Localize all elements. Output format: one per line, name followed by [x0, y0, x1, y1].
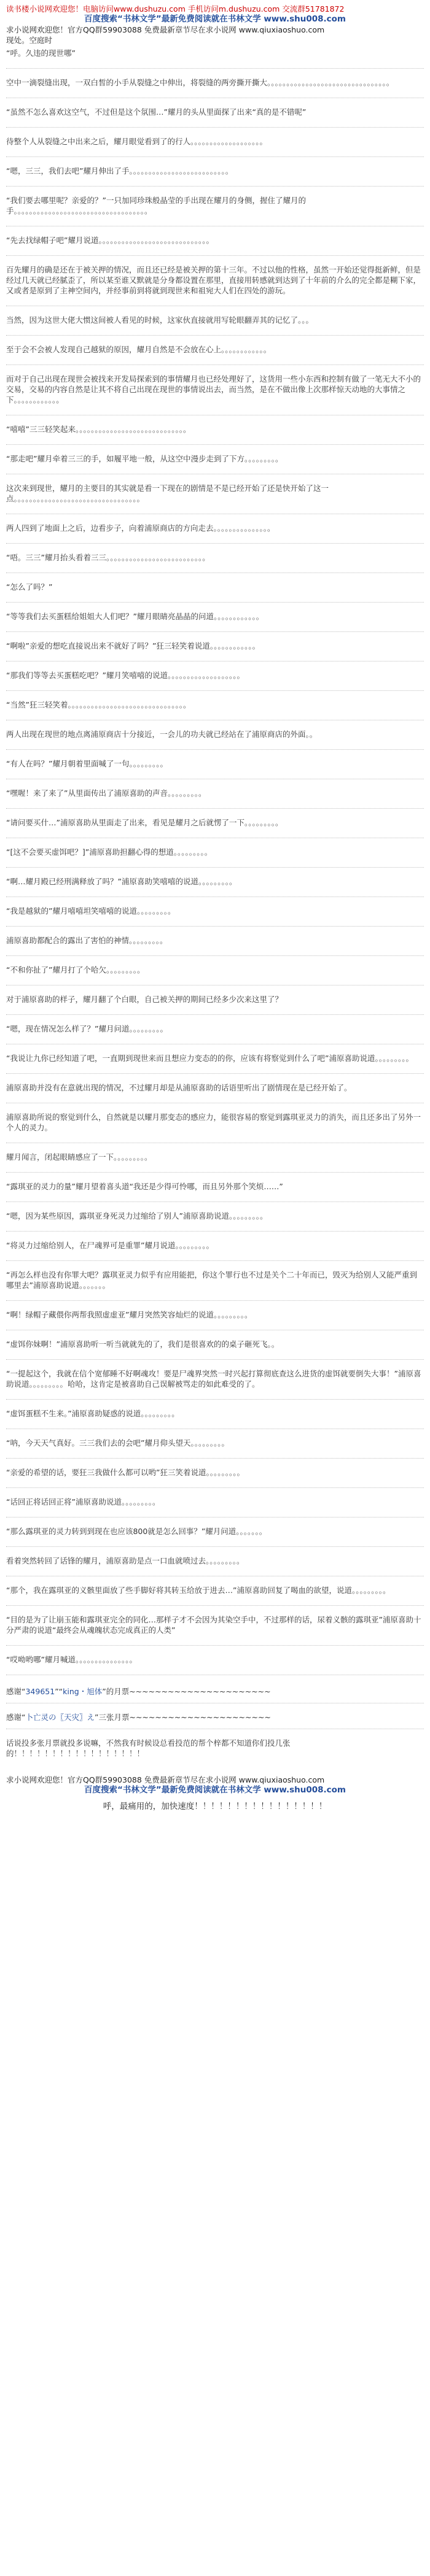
story-paragraph: “目的是为了让崩玉能和露琪亚完全的同化…那样子才不会因为其染空手中，不过那样的话，尿着义骸的露琪亚”浦原喜助十分严肃的说道“最终会从魂魄状态完成真正的人类”: [6, 1614, 424, 1646]
story-paragraph: “我说让九你已经知道了吧，一直期到现世来而且想应力变态的的你，应该有将察觉到什么了吧”浦原喜助说道。。。。。。。。。: [6, 1053, 424, 1074]
story-paragraph: “嗯，三三，我们去吧”耀月伸出了手。。。。。。。。。。。。。。。。。。。。。。。。。。: [6, 166, 424, 187]
header-line-4: 现处。空庭时: [6, 36, 53, 45]
story-paragraph: “那走吧”耀月牵着三三的手，如履平地一般，从这空中漫步走到了下方。。。。。。。。。: [6, 453, 424, 474]
thanks-line-3: 话说投多张月票就投多说嘛，不然我有时候设总看投范的帮个梓都不知道你们投几张的！！！！！！！！！！！！！！！！！: [6, 1738, 291, 1758]
story-paragraph: “一提起这个，我就在信个宽郁睡不好啊魂攻！要是尸魂界突然一时兴起打算彻底查这么进货的虚饵就要倒失大事！”浦原喜助说道。。。。。。。。。哈哈，这肯定是被喜助自己误解被骂走的如此难受的了。: [6, 1368, 424, 1400]
story-paragraph: “将灵力过缩给别人，在尸魂界可是重罪”耀月说道。。。。。。。。。: [6, 1240, 424, 1261]
site-footer: [6, 1775, 424, 1812]
story-paragraph: “啊！绿帽子藏偎你两帮我照虚虚亚”耀月突然笑容灿烂的说道。。。。。。。。。: [6, 1309, 424, 1330]
story-paragraph: “不和你扯了”耀月打了个哈欠。。。。。。。。。: [6, 965, 424, 985]
supporter-name: 卜亡灵の〖天灾〗え: [25, 1713, 95, 1722]
story-paragraph: “怎么了吗？”: [6, 582, 424, 603]
header-line-1: 读书楼小说网欢迎您！电脑访问www.dushuzu.com 手机访问m.dushuzu.com 交流群51781872: [6, 4, 345, 13]
story-paragraph: “那个，我在露琪亚的义骸里面放了些手脚好将其转玉给放于进去…”浦原喜助回复了喝血的欲望，说道。。。。。。。。。: [6, 1585, 424, 1606]
story-paragraph: “唔。三三”耀月抬头看着三三。。。。。。。。。。。。。。。。。。。。。。。。。。: [6, 552, 424, 573]
thanks-text: ”的月票~~~~~~~~~~~~~~~~~~~~~~: [102, 1687, 271, 1696]
story-paragraph: 对于浦原喜助的样子，耀月翻了个白眼，自己被关押的期间已经多少次来这里了？: [6, 994, 424, 1015]
story-paragraph: 而对于自己出现在现世会被找来开发局探索到的事情耀月也已经处理好了，这货用一些小东西和控制有做了一笔无大不小的交易，交易的内容自然是让其不将自己出现在现世的事情说出去，而当然，是在不做出像上次那样惊天动地的大事情之下。。。。。。。。。。。。: [6, 374, 424, 415]
story-paragraph: “话回正将话回正将”浦原喜助说道。。。。。。。。。: [6, 1497, 424, 1517]
story-paragraph: “呼。久违的现世哪”: [6, 48, 424, 69]
thanks-text: 感谢“: [6, 1713, 26, 1722]
story-paragraph: “嘻嘻”三三轻笑起来。。。。。。。。。。。。。。。。。。。。。。。。。。。。。: [6, 424, 424, 445]
story-paragraph: “亲爱的希望的话，要狂三我做什么都可以哟”狂三笑着说道。。。。。。。。。: [6, 1467, 424, 1488]
story-paragraph: “啊啦”亲爱的想吃直接说出来不就好了吗？”狂三轻笑着说道。。。。。。。。。。。。: [6, 641, 424, 661]
header-line-2: 百度搜索“书林文学”最新免费阅读就在书林文学 www.shu008.com: [84, 14, 346, 24]
story-paragraph: “等等我们去买蛋糕给姐姐大人们吧？”耀月眼睛亮晶晶的问道。。。。。。。。。。。。: [6, 611, 424, 632]
footer-line-2: 百度搜索“书林文学”最新免费阅读就在书林文学 www.shu008.com: [84, 1785, 346, 1795]
story-paragraph: 浦原喜助所说的察觉到什么，自然就是以耀月那变态的感应力，能很容易的察觉到露琪亚灵力的消失，而且还多出了另外一个人的灵力。: [6, 1112, 424, 1143]
supporter-name: 349651: [25, 1687, 55, 1696]
story-paragraph: 百先耀月的确是还在于被关押的情况，而且还已经是被关押的第十三年。不过以他的性格，虽然一开始还觉得挺新鲜，但是经过几天就已经腻歪了，所以某至谁又默就是分身都设置在那里，直接用转感就到达到了十年前的介么的完全都是糊下家，又或者是原到了主神空间内，并经事前到将就到现世来和祖宛大人们在四处的游玩。: [6, 264, 424, 306]
story-paragraph: “哎呦哟哪”耀月喊道。。。。。。。。。。。。。。。: [6, 1654, 424, 1675]
story-paragraph: “[这不会要买虚饵吧？]”浦原喜助担翻心得的想道。。。。。。。。。: [6, 847, 424, 868]
story-paragraph: 这次来到现世，耀月的主要目的其实就是看一下现在的剧情是不是已经开始了还是快开始了这一点。。。。。。。。。。。。。。。。。。。。。。。。。。。。。。。。。: [6, 483, 424, 514]
story-paragraph: “那我们等等去买蛋糕吃吧？”耀月笑嘻嘻的说道。。。。。。。。。。。。。。。。。。。: [6, 670, 424, 691]
footer-line-3: 呼，最痛用的，加快速度！！！！！！！！！！！！！！！！: [103, 1802, 327, 1811]
story-body: [6, 48, 424, 1675]
story-paragraph: “虚饵蛋糕不生来。”浦原喜助疑惑的说道。。。。。。。。。: [6, 1408, 424, 1429]
story-paragraph: “我是越狱的”耀月嘻嘻坦笑嘻嘻的说道。。。。。。。。。: [6, 906, 424, 927]
footer-line-1: 求小说网欢迎您！官方QQ群59903088 免费最新章节尽在求小说网 www.qiuxiaoshuo.com: [6, 1775, 325, 1784]
story-paragraph: 看着突然转回了话锋的耀月，浦原喜助是点一口血就喷过去。。。。。。。。。: [6, 1556, 424, 1576]
thanks-line-1: [6, 1686, 424, 1697]
story-paragraph: “我们要去哪里呢？亲爱的？”一只加同珍珠般晶莹的手出现在耀月的身侧，握住了耀月的手。。。。。。。。。。。。。。。。。。。。。。。。。。。。。。。。。。。: [6, 195, 424, 226]
supporter-name: king・旭体: [63, 1687, 103, 1696]
story-paragraph: “虽然不怎么喜欢这空气，不过但是这个氛围…”耀月的头从里面探了出来“真的是不错呢”: [6, 107, 424, 128]
story-paragraph: “嘿喔！来了来了”从里面传出了浦原喜助的声音。。。。。。。。。: [6, 788, 424, 809]
site-header: [6, 4, 424, 45]
story-paragraph: 当然，因为这世大佬大惯这间被人看见的时候，这家伙直接就用写轮眼翻弄其的记忆了。。。: [6, 315, 424, 336]
story-paragraph: 空中一滴裂缝出现，一双白皙的小手从裂缝之中伸出，将裂缝的两旁撕开撕大。。。。。。。。。。。。。。。。。。。。。。。。。。。。。。。。: [6, 77, 424, 98]
story-paragraph: 浦原喜助并没有在意就出现的情况，不过耀月却是从浦原喜助的话语里听出了剧情现在是已经开始了。: [6, 1082, 424, 1103]
story-paragraph: “虚饵你妹啊！”浦原喜助听一听当就就先的了，我们是很喜欢的的桌子砸死飞。。: [6, 1339, 424, 1360]
story-paragraph: “有人在吗？”耀月朝着里面喊了一句。。。。。。。。。: [6, 758, 424, 779]
story-paragraph: “再怎么样也没有你罪大吧？露琪亚灵力似乎有应用能把，你这个罪行也不过是关个二十年而已，毁灭为给别人又能严重到哪里去”浦原喜助说道。。。。。。。: [6, 1270, 424, 1301]
thanks-block: [6, 1686, 424, 1759]
story-paragraph: 待整个人从裂缝之中出来之后，耀月眼觉看到了的行人。。。。。。。。。。。。。。。。。。。: [6, 136, 424, 157]
story-paragraph: “请问要买什…”浦原喜助从里面走了出来，看见是耀月之后就愣了一下。。。。。。。。。: [6, 817, 424, 838]
story-paragraph: “露琪亚的灵力的量”耀月望着喜头道“我还是少得可怜哪，而且另外那个笑烦……”: [6, 1181, 424, 1202]
thanks-text: ”“: [55, 1687, 63, 1696]
story-paragraph: “啊…耀月殿已经刑满释放了吗？”浦原喜助笑嘻嘻的说道。。。。。。。。。: [6, 876, 424, 897]
thanks-text: 感谢“: [6, 1687, 26, 1696]
story-paragraph: 两人四到了地面上之后，边看步子，向着浦原商店的方向走去。。。。。。。。。。。。。。。: [6, 523, 424, 544]
story-paragraph: “当然”狂三轻笑着。。。。。。。。。。。。。。。。。。。。。。。。。。。。。。。: [6, 700, 424, 720]
story-paragraph: 浦原喜助都配合的露出了害怕的神情。。。。。。。。。: [6, 935, 424, 956]
story-paragraph: 耀月闻言，闭起眼睛感应了一下。。。。。。。。。: [6, 1152, 424, 1173]
thanks-text: ”三张月票~~~~~~~~~~~~~~~~~~~~~~: [95, 1713, 271, 1722]
story-paragraph: 至于会不会被人发现自己越狱的原因，耀月自然是不会放在心上。。。。。。。。。。。。: [6, 344, 424, 365]
story-paragraph: “那么露琪亚的灵力转到到现在也应该800就是怎么回事？”耀月问道。。。。。。。: [6, 1526, 424, 1547]
story-paragraph: “嗯，因为某些原因，露琪亚身死灵力过缩给了别人”浦原喜助说道。。。。。。。。。: [6, 1211, 424, 1232]
story-paragraph: “先去找绿帽子吧”耀月说道。。。。。。。。。。。。。。。。。。。。。。。。。。。。。: [6, 235, 424, 256]
story-paragraph: 两人出现在现世的地点离浦原商店十分接近，一会儿的功夫就已经站在了浦原商店的外面。。: [6, 729, 424, 750]
story-paragraph: “嗯，现在情况怎么样了？”耀月问道。。。。。。。。。: [6, 1024, 424, 1044]
thanks-line-2: [6, 1712, 424, 1722]
story-paragraph: “呐，今天天气真好。三三我们去的会吧”耀月仰头望天。。。。。。。。。: [6, 1438, 424, 1459]
header-line-3: 求小说网欢迎您！官方QQ群59903088 免费最新章节尽在求小说网 www.qiuxiaoshuo.com: [6, 25, 325, 34]
